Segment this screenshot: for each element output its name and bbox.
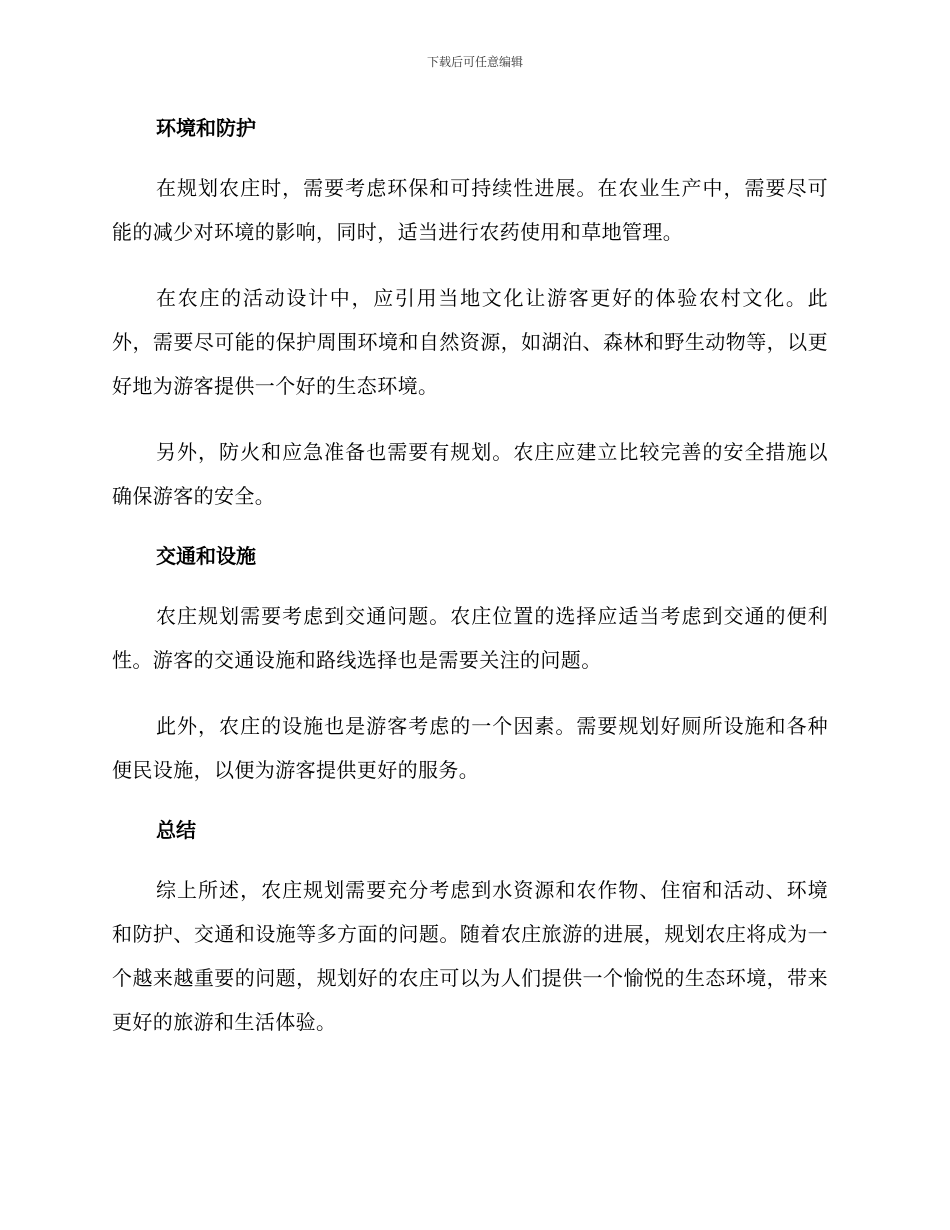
section-transport [112,540,828,792]
paragraph: 此外，农庄的设施也是游客考虑的一个因素。需要规划好厕所设施和各种便民设施，以便为游客提供更好的服务。 [112,714,828,782]
page-header: 下载后可任意编辑 [426,55,523,69]
section-summary [112,814,828,1044]
section-heading: 总结 [156,818,196,842]
paragraph: 另外，防火和应急准备也需要有规划。农庄应建立比较完善的安全措施以确保游客的安全。 [112,440,828,508]
section-heading: 环境和防护 [156,116,256,140]
paragraph: 农庄规划需要考虑到交通问题。农庄位置的选择应适当考虑到交通的便利性。游客的交通设施和路线选择也是需要关注的问题。 [112,604,828,672]
document-body [112,112,828,1066]
section-heading: 交通和设施 [156,544,256,568]
paragraph: 在农庄的活动设计中，应引用当地文化让游客更好的体验农村文化。此外，需要尽可能的保护周围环境和自然资源，如湖泊、森林和野生动物等，以更好地为游客提供一个好的生态环境。 [112,286,828,398]
paragraph: 在规划农庄时，需要考虑环保和可持续性进展。在农业生产中，需要尽可能的减少对环境的影响，同时，适当进行农药使用和草地管理。 [112,176,828,244]
section-environment [112,112,828,518]
paragraph: 综上所述，农庄规划需要充分考虑到水资源和农作物、住宿和活动、环境和防护、交通和设施等多方面的问题。随着农庄旅游的进展，规划农庄将成为一个越来越重要的问题，规划好的农庄可以为人们提供一个愉悦的生态环境，带来更好的旅游和生活体验。 [112,878,828,1034]
